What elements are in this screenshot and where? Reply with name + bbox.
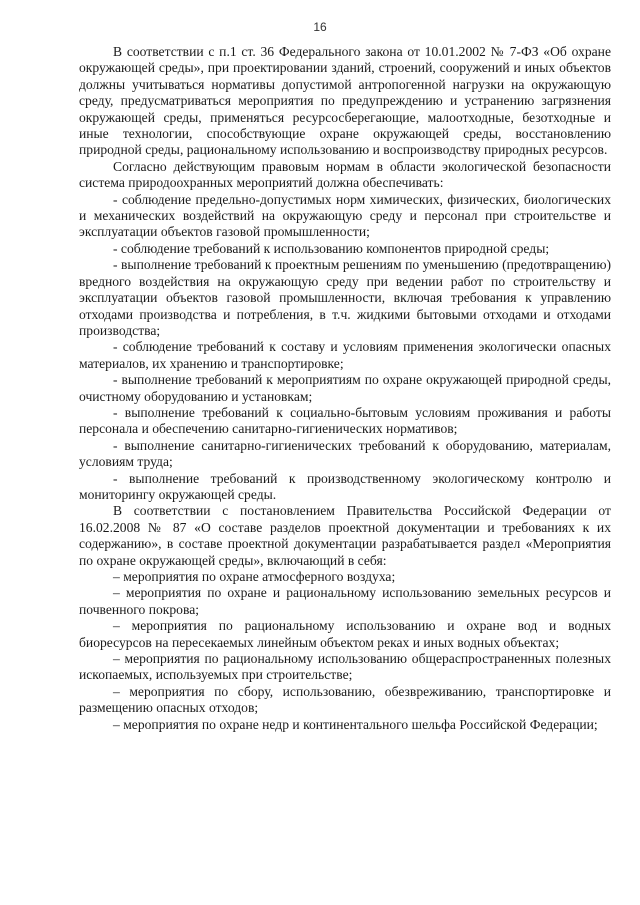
list-item-air-protection: – мероприятия по охране атмосферного воздуха; xyxy=(113,569,396,584)
list-item-minerals: – мероприятия по рациональному использованию общераспространенных полезных ископаемых, используемых при строительстве; xyxy=(79,651,611,683)
list-item-subsoil-shelf: – мероприятия по охране недр и континентального шельфа Российской Федерации; xyxy=(113,716,598,732)
list-item-social-conditions: - выполнение требований к социально-бытовым условиям проживания и работы персонала и обеспечению санитарно-гигиенических нормативов; xyxy=(79,404,611,437)
paragraph-intro-law: В соответствии с п.1 ст. 36 Федерального закона от 10.01.2002 № 7-ФЗ «Об охране окружающей среды», при проектировании зданий, строений, сооружений и иных объектов должны учитываться нормативы допустимой антропогенной нагрузки на окружающую среду, предусматриваться мероприятия по предупреждению и устранению загрязнения окружающей среды, применяться ресурсосберегающие, малоотходные, безотходные и иные технологии, способствующие охране окружающей среды, восстановлению природной среды, рациональному использованию и воспроизводству природных ресурсов. xyxy=(79,44,611,158)
list-item-protection-measures: - выполнение требований к мероприятиям по охране окружающей природной среды, очистному оборудованию и установкам; xyxy=(79,372,611,404)
document-body xyxy=(79,44,611,733)
list-item-sanitary-requirements: - выполнение санитарно-гигиенических требований к оборудованию, материалам, условиям труда; xyxy=(79,437,611,470)
list-item-water-resources: – мероприятия по рациональному использованию и охране вод и водных биоресурсов на пересекаемых линейным объектом реках и иных водных объектах; xyxy=(79,618,611,650)
page-number: 16 xyxy=(313,20,327,34)
list-item-land-resources: – мероприятия по охране и рациональному использованию земельных ресурсов и почвенного покрова; xyxy=(79,585,611,617)
list-item-natural-components: - соблюдение требований к использованию компонентов природной среды; xyxy=(113,240,550,256)
list-item-hazardous-materials: - соблюдение требований к составу и условиям применения экологически опасных материалов, их хранению и транспортировке; xyxy=(79,339,611,371)
paragraph-government-decree: В соответствии с постановлением Правительства Российской Федерации от 16.02.2008 № 87 «О составе разделов проектной документации и требованиях к их содержанию», в составе проектной документации разрабатывается раздел «Мероприятия по охране окружающей среды», включающий в себя: xyxy=(79,503,611,568)
list-item-hazardous-waste: – мероприятия по сбору, использованию, обезвреживанию, транспортировке и размещению опасных отходов; xyxy=(79,683,611,716)
list-item-norms-compliance: - соблюдение предельно-допустимых норм химических, физических, биологических и механических воздействий на окружающую среду и персонал при строительстве и эксплуатации объектов газовой промышленности; xyxy=(79,191,611,240)
list-item-design-requirements: - выполнение требований к проектным решениям по уменьшению (предотвращению) вредного воздействия на окружающую среду при ведении работ по строительству и эксплуатации объектов газовой промышленности, включая требования к управлению отходами производства и потребления, в т.ч. жидкими бытовыми отходами и отходами производства; xyxy=(79,257,611,338)
paragraph-legal-norms: Согласно действующим правовым нормам в области экологической безопасности система природоохранных мероприятий должна обеспечивать: xyxy=(79,158,611,191)
list-item-eco-monitoring: - выполнение требований к производственному экологическому контролю и мониторингу окружающей среды. xyxy=(79,470,611,502)
